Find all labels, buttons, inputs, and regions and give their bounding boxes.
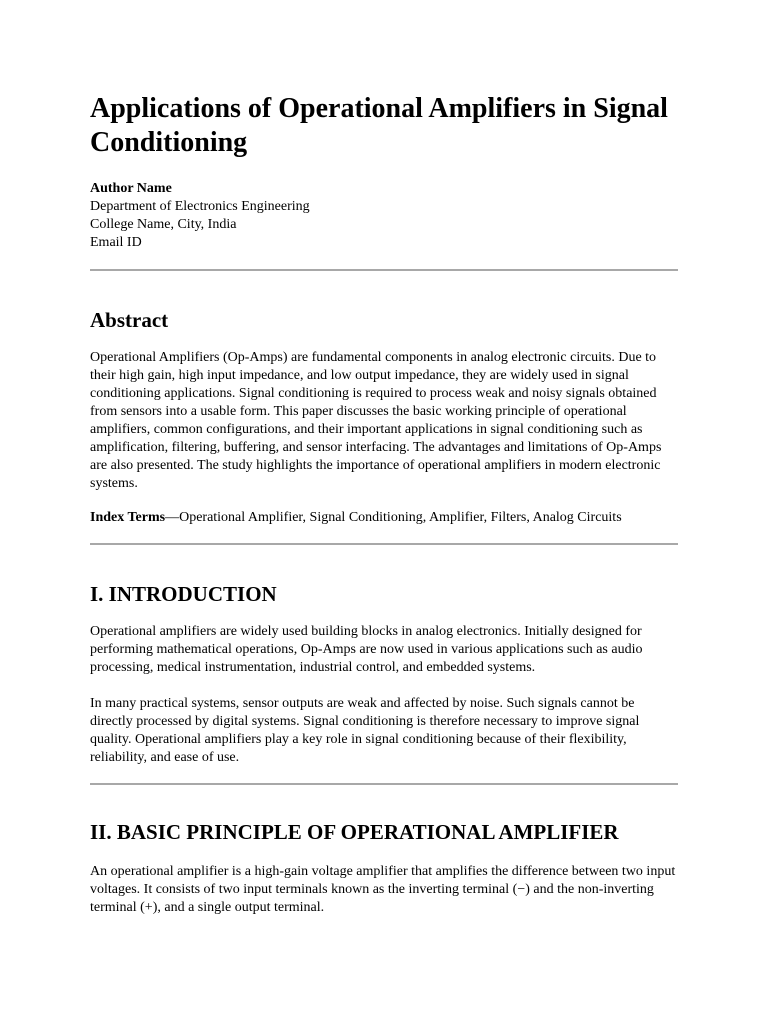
paper-title: Applications of Operational Amplifiers in Signal Conditioning <box>90 93 668 158</box>
author-email: Email ID <box>90 235 142 250</box>
introduction-paragraph: Operational amplifiers are widely used building blocks in analog electronics. Initially designed for performing mathematical operations, Op-Amps are now used in various applications such as audio processing, medical instrumentation, industrial control, and embedded systems. <box>90 624 643 675</box>
author-college: College Name, City, India <box>90 217 237 232</box>
index-terms <box>90 509 678 527</box>
author-department: Department of Electronics Engineering <box>90 199 310 214</box>
abstract-text: Operational Amplifiers (Op-Amps) are fundamental components in analog electronic circuits. Due to their high gain, high input impedance, and low output impedance, they are widely used in signal conditioning applications. Signal conditioning is required to process weak and noisy signals obtained from sensors into a usable form. This paper discusses the basic working principle of operational amplifiers, common configurations, and their important applications in signal conditioning such as amplification, filtering, buffering, and sensor interfacing. The advantages and limitations of Op-Amps are also presented. The study highlights the importance of operational amplifiers in modern electronic systems. <box>90 350 662 491</box>
author-name: Author Name <box>90 181 172 196</box>
introduction-paragraph: In many practical systems, sensor outputs are weak and affected by noise. Such signals cannot be directly processed by digital systems. Signal conditioning is therefore necessary to improve signal quality. Operational amplifiers play a key role in signal conditioning because of their flexibility, reliability, and ease of use. <box>90 696 640 765</box>
basic-principle-paragraph: An operational amplifier is a high-gain voltage amplifier that amplifies the difference between two input voltages. It consists of two input terminals known as the inverting terminal (−) and the non-inverting terminal (+), and a single output terminal. <box>90 864 676 915</box>
section-divider <box>90 269 678 271</box>
index-terms-label: Index Terms <box>90 510 166 525</box>
basic-principle-heading: II. BASIC PRINCIPLE OF OPERATIONAL AMPLIFIER <box>90 820 619 844</box>
abstract-heading: Abstract <box>90 308 169 332</box>
section-divider <box>90 543 678 545</box>
introduction-heading: I. INTRODUCTION <box>90 582 277 606</box>
author-block <box>90 180 678 252</box>
section-divider <box>90 783 678 785</box>
index-terms-text: —Operational Amplifier, Signal Conditioning, Amplifier, Filters, Analog Circuits <box>165 510 622 525</box>
